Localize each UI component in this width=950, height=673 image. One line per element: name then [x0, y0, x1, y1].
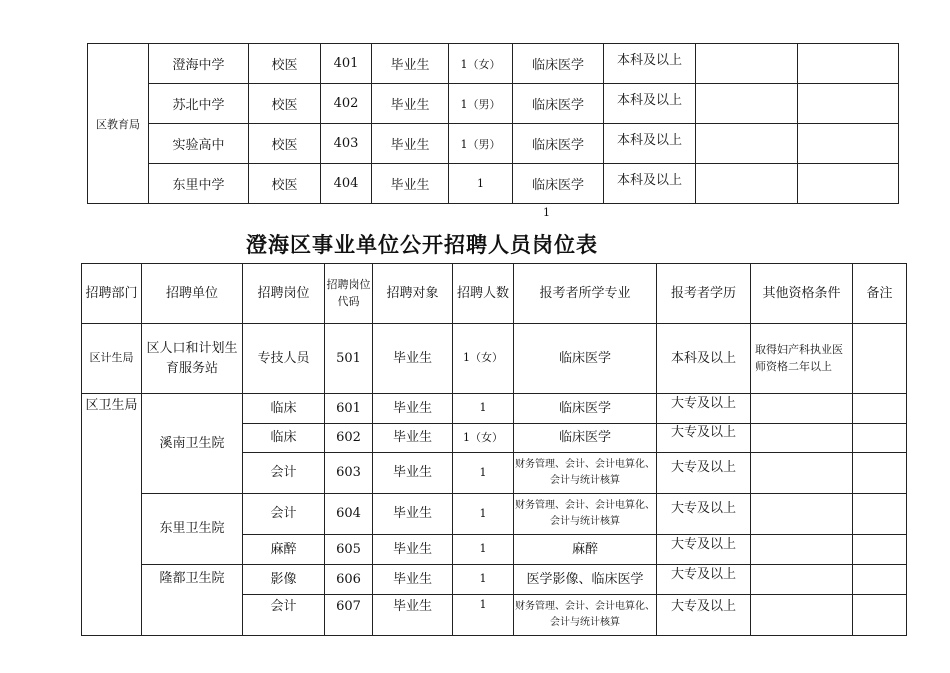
unit-cell: 溪南卫生院 [142, 394, 243, 494]
count-cell: 1（女） [449, 44, 513, 84]
table-row [88, 84, 899, 124]
header-other: 其他资格条件 [751, 264, 853, 324]
edu-cell: 本科及以上 [604, 44, 696, 84]
target-cell: 毕业生 [372, 124, 449, 164]
major-cell: 临床医学 [513, 124, 604, 164]
dept-cell: 区卫生局 [82, 394, 142, 636]
note-cell [853, 324, 907, 394]
header-code: 招聘岗位代码 [325, 264, 373, 324]
post-cell: 会计 [243, 453, 325, 494]
header-note: 备注 [853, 264, 907, 324]
major-cell: 财务管理、会计、会计电算化、会计与统计核算 [514, 453, 657, 494]
target-cell: 毕业生 [373, 424, 453, 453]
target-cell: 毕业生 [373, 394, 453, 424]
header-dept: 招聘部门 [82, 264, 142, 324]
count-cell: 1 [453, 565, 514, 595]
count-cell: 1 [453, 394, 514, 424]
other-cell [696, 124, 798, 164]
other-cell [751, 595, 853, 636]
table-row [88, 164, 899, 204]
count-cell: 1（女） [453, 424, 514, 453]
dept-cell: 区计生局 [82, 324, 142, 394]
code-cell: 402 [321, 84, 372, 124]
post-cell: 校医 [249, 44, 321, 84]
edu-cell: 本科及以上 [604, 164, 696, 204]
header-major: 报考者所学专业 [514, 264, 657, 324]
page-title: 澄海区事业单位公开招聘人员岗位表 [246, 233, 598, 257]
edu-cell: 大专及以上 [657, 535, 751, 565]
dept-cell: 区教育局 [88, 44, 149, 204]
unit-cell: 区人口和计划生育服务站 [142, 324, 243, 394]
major-cell: 临床医学 [513, 44, 604, 84]
header-target: 招聘对象 [373, 264, 453, 324]
note-cell [853, 394, 907, 424]
edu-cell: 大专及以上 [657, 494, 751, 535]
target-cell: 毕业生 [372, 164, 449, 204]
unit-cell: 东里卫生院 [142, 494, 243, 565]
edu-cell: 本科及以上 [604, 124, 696, 164]
code-cell: 501 [325, 324, 373, 394]
other-cell [751, 453, 853, 494]
post-cell: 影像 [243, 565, 325, 595]
table-row [88, 44, 899, 84]
note-cell [853, 424, 907, 453]
major-cell: 财务管理、会计、会计电算化、会计与统计核算 [514, 494, 657, 535]
target-cell: 毕业生 [373, 535, 453, 565]
major-cell: 临床医学 [514, 394, 657, 424]
count-cell: 1（男） [449, 84, 513, 124]
target-cell: 毕业生 [372, 44, 449, 84]
table-row [82, 324, 907, 394]
post-cell: 专技人员 [243, 324, 325, 394]
note-cell [798, 124, 899, 164]
count-cell: 1（男） [449, 124, 513, 164]
major-cell: 临床医学 [513, 164, 604, 204]
target-cell: 毕业生 [373, 324, 453, 394]
code-cell: 603 [325, 453, 373, 494]
edu-cell: 大专及以上 [657, 595, 751, 636]
code-cell: 602 [325, 424, 373, 453]
count-cell: 1 [449, 164, 513, 204]
edu-cell: 大专及以上 [657, 424, 751, 453]
edu-cell: 本科及以上 [604, 84, 696, 124]
other-cell [751, 535, 853, 565]
header-unit: 招聘单位 [142, 264, 243, 324]
unit-cell: 实验高中 [149, 124, 249, 164]
note-cell [798, 164, 899, 204]
other-cell [751, 394, 853, 424]
header-count: 招聘人数 [453, 264, 514, 324]
table-row [82, 565, 907, 595]
unit-cell: 东里中学 [149, 164, 249, 204]
note-cell [853, 595, 907, 636]
count-cell: 1 [453, 595, 514, 636]
code-cell: 607 [325, 595, 373, 636]
code-cell: 404 [321, 164, 372, 204]
target-cell: 毕业生 [373, 595, 453, 636]
target-cell: 毕业生 [373, 453, 453, 494]
major-cell: 麻醉 [514, 535, 657, 565]
count-cell: 1 [453, 453, 514, 494]
target-cell: 毕业生 [373, 494, 453, 535]
unit-cell: 隆都卫生院 [142, 565, 243, 636]
unit-cell: 苏北中学 [149, 84, 249, 124]
header-edu: 报考者学历 [657, 264, 751, 324]
table-row [82, 494, 907, 535]
edu-cell: 大专及以上 [657, 565, 751, 595]
other-cell: 取得妇产科执业医师资格二年以上 [751, 324, 853, 394]
other-cell [696, 44, 798, 84]
other-cell [696, 84, 798, 124]
note-cell [853, 565, 907, 595]
edu-cell: 大专及以上 [657, 453, 751, 494]
table-row [82, 394, 907, 424]
note-cell [853, 494, 907, 535]
post-cell: 会计 [243, 595, 325, 636]
page-number: 1 [543, 206, 550, 219]
header-post: 招聘岗位 [243, 264, 325, 324]
major-cell: 临床医学 [513, 84, 604, 124]
header-row [82, 264, 907, 324]
recruitment-table-continued [87, 43, 899, 204]
unit-cell: 澄海中学 [149, 44, 249, 84]
post-cell: 会计 [243, 494, 325, 535]
table-row [88, 124, 899, 164]
major-cell: 医学影像、临床医学 [514, 565, 657, 595]
other-cell [751, 494, 853, 535]
post-cell: 麻醉 [243, 535, 325, 565]
post-cell: 校医 [249, 164, 321, 204]
other-cell [751, 565, 853, 595]
other-cell [696, 164, 798, 204]
note-cell [853, 453, 907, 494]
major-cell: 财务管理、会计、会计电算化、会计与统计核算 [514, 595, 657, 636]
count-cell: 1（女） [453, 324, 514, 394]
target-cell: 毕业生 [372, 84, 449, 124]
code-cell: 606 [325, 565, 373, 595]
recruitment-table [81, 263, 907, 636]
post-cell: 校医 [249, 84, 321, 124]
target-cell: 毕业生 [373, 565, 453, 595]
post-cell: 临床 [243, 424, 325, 453]
code-cell: 601 [325, 394, 373, 424]
major-cell: 临床医学 [514, 324, 657, 394]
note-cell [798, 44, 899, 84]
code-cell: 604 [325, 494, 373, 535]
code-cell: 403 [321, 124, 372, 164]
code-cell: 605 [325, 535, 373, 565]
major-cell: 临床医学 [514, 424, 657, 453]
post-cell: 临床 [243, 394, 325, 424]
other-cell [751, 424, 853, 453]
count-cell: 1 [453, 535, 514, 565]
note-cell [853, 535, 907, 565]
edu-cell: 大专及以上 [657, 394, 751, 424]
note-cell [798, 84, 899, 124]
edu-cell: 本科及以上 [657, 324, 751, 394]
count-cell: 1 [453, 494, 514, 535]
code-cell: 401 [321, 44, 372, 84]
post-cell: 校医 [249, 124, 321, 164]
